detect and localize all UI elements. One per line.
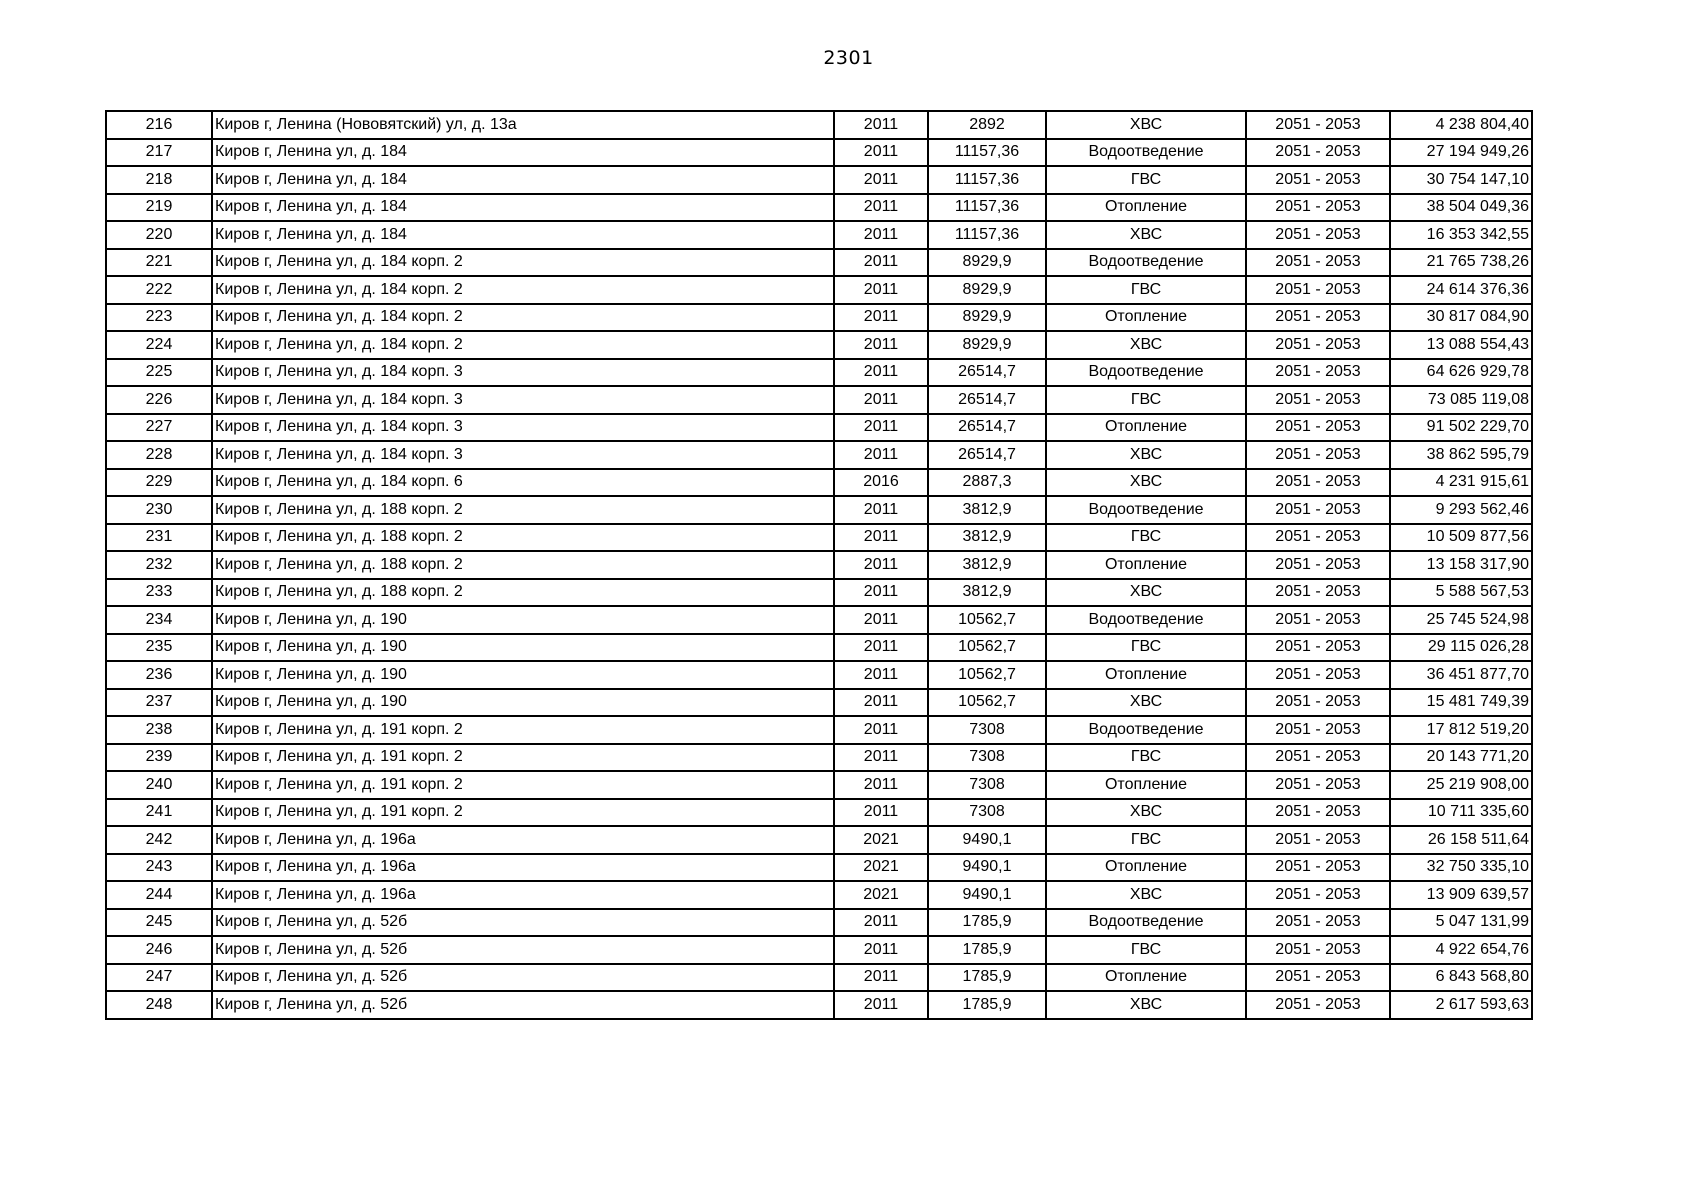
period-cell: 2051 - 2053 [1246,661,1390,689]
area-cell: 2887,3 [928,469,1046,497]
table-row [106,496,1532,524]
row-number-cell: 221 [106,249,212,277]
cost-cell: 27 194 949,26 [1390,139,1532,167]
year-built-cell: 2011 [834,194,928,222]
cost-cell: 24 614 376,36 [1390,276,1532,304]
year-built-cell: 2011 [834,634,928,662]
cost-cell: 20 143 771,20 [1390,744,1532,772]
service-cell: Отопление [1046,854,1246,882]
period-cell: 2051 - 2053 [1246,386,1390,414]
service-cell: ХВС [1046,441,1246,469]
year-built-cell: 2011 [834,661,928,689]
table-row [106,414,1532,442]
row-number-cell: 240 [106,771,212,799]
cost-cell: 6 843 568,80 [1390,964,1532,992]
service-cell: ХВС [1046,689,1246,717]
table-row [106,166,1532,194]
area-cell: 10562,7 [928,689,1046,717]
year-built-cell: 2011 [834,689,928,717]
year-built-cell: 2011 [834,359,928,387]
cost-cell: 21 765 738,26 [1390,249,1532,277]
area-cell: 1785,9 [928,936,1046,964]
address-cell: Киров г, Ленина ул, д. 184 корп. 3 [212,414,834,442]
period-cell: 2051 - 2053 [1246,441,1390,469]
service-cell: Водоотведение [1046,359,1246,387]
cost-cell: 91 502 229,70 [1390,414,1532,442]
year-built-cell: 2011 [834,771,928,799]
area-cell: 26514,7 [928,359,1046,387]
cost-cell: 5 047 131,99 [1390,909,1532,937]
row-number-cell: 223 [106,304,212,332]
year-built-cell: 2011 [834,496,928,524]
table-row [106,854,1532,882]
area-cell: 8929,9 [928,249,1046,277]
address-cell: Киров г, Ленина ул, д. 184 корп. 6 [212,469,834,497]
service-cell: ХВС [1046,799,1246,827]
year-built-cell: 2011 [834,111,928,139]
address-cell: Киров г, Ленина ул, д. 191 корп. 2 [212,744,834,772]
service-cell: Водоотведение [1046,909,1246,937]
table-row [106,551,1532,579]
service-cell: Отопление [1046,551,1246,579]
year-built-cell: 2011 [834,909,928,937]
service-cell: ГВС [1046,634,1246,662]
service-cell: ХВС [1046,881,1246,909]
service-cell: Отопление [1046,194,1246,222]
table-row [106,881,1532,909]
table-row [106,276,1532,304]
service-cell: Водоотведение [1046,496,1246,524]
address-cell: Киров г, Ленина ул, д. 52б [212,964,834,992]
year-built-cell: 2011 [834,799,928,827]
cost-cell: 5 588 567,53 [1390,579,1532,607]
address-cell: Киров г, Ленина ул, д. 190 [212,689,834,717]
area-cell: 10562,7 [928,606,1046,634]
period-cell: 2051 - 2053 [1246,166,1390,194]
period-cell: 2051 - 2053 [1246,139,1390,167]
address-cell: Киров г, Ленина ул, д. 196а [212,881,834,909]
year-built-cell: 2021 [834,826,928,854]
address-cell: Киров г, Ленина ул, д. 196а [212,854,834,882]
cost-cell: 15 481 749,39 [1390,689,1532,717]
address-cell: Киров г, Ленина ул, д. 52б [212,909,834,937]
period-cell: 2051 - 2053 [1246,551,1390,579]
table-row [106,964,1532,992]
period-cell: 2051 - 2053 [1246,111,1390,139]
row-number-cell: 232 [106,551,212,579]
area-cell: 8929,9 [928,331,1046,359]
registry-table [105,110,1533,1020]
table-row [106,991,1532,1019]
area-cell: 26514,7 [928,414,1046,442]
period-cell: 2051 - 2053 [1246,469,1390,497]
row-number-cell: 236 [106,661,212,689]
area-cell: 7308 [928,744,1046,772]
period-cell: 2051 - 2053 [1246,799,1390,827]
service-cell: Водоотведение [1046,249,1246,277]
period-cell: 2051 - 2053 [1246,964,1390,992]
year-built-cell: 2016 [834,469,928,497]
address-cell: Киров г, Ленина ул, д. 184 корп. 2 [212,304,834,332]
service-cell: ГВС [1046,276,1246,304]
table-row [106,579,1532,607]
period-cell: 2051 - 2053 [1246,744,1390,772]
period-cell: 2051 - 2053 [1246,689,1390,717]
service-cell: ХВС [1046,991,1246,1019]
address-cell: Киров г, Ленина ул, д. 184 [212,221,834,249]
service-cell: ХВС [1046,579,1246,607]
address-cell: Киров г, Ленина ул, д. 188 корп. 2 [212,524,834,552]
area-cell: 3812,9 [928,579,1046,607]
row-number-cell: 222 [106,276,212,304]
area-cell: 11157,36 [928,221,1046,249]
year-built-cell: 2011 [834,991,928,1019]
year-built-cell: 2011 [834,139,928,167]
period-cell: 2051 - 2053 [1246,881,1390,909]
row-number-cell: 243 [106,854,212,882]
service-cell: Отопление [1046,771,1246,799]
service-cell: ГВС [1046,166,1246,194]
row-number-cell: 244 [106,881,212,909]
table-row [106,111,1532,139]
cost-cell: 36 451 877,70 [1390,661,1532,689]
table-row [106,826,1532,854]
area-cell: 26514,7 [928,441,1046,469]
year-built-cell: 2011 [834,386,928,414]
area-cell: 1785,9 [928,964,1046,992]
address-cell: Киров г, Ленина ул, д. 188 корп. 2 [212,579,834,607]
area-cell: 11157,36 [928,139,1046,167]
row-number-cell: 234 [106,606,212,634]
table-row [106,634,1532,662]
cost-cell: 9 293 562,46 [1390,496,1532,524]
address-cell: Киров г, Ленина ул, д. 184 корп. 2 [212,331,834,359]
row-number-cell: 230 [106,496,212,524]
row-number-cell: 225 [106,359,212,387]
row-number-cell: 219 [106,194,212,222]
table-row [106,936,1532,964]
period-cell: 2051 - 2053 [1246,194,1390,222]
period-cell: 2051 - 2053 [1246,276,1390,304]
service-cell: ХВС [1046,111,1246,139]
year-built-cell: 2011 [834,221,928,249]
service-cell: Отопление [1046,304,1246,332]
period-cell: 2051 - 2053 [1246,909,1390,937]
cost-cell: 25 745 524,98 [1390,606,1532,634]
period-cell: 2051 - 2053 [1246,221,1390,249]
table-row [106,331,1532,359]
cost-cell: 13 158 317,90 [1390,551,1532,579]
area-cell: 8929,9 [928,276,1046,304]
year-built-cell: 2011 [834,964,928,992]
period-cell: 2051 - 2053 [1246,331,1390,359]
year-built-cell: 2011 [834,414,928,442]
row-number-cell: 229 [106,469,212,497]
row-number-cell: 235 [106,634,212,662]
service-cell: ХВС [1046,469,1246,497]
service-cell: Водоотведение [1046,716,1246,744]
service-cell: Водоотведение [1046,606,1246,634]
area-cell: 9490,1 [928,854,1046,882]
cost-cell: 73 085 119,08 [1390,386,1532,414]
service-cell: ГВС [1046,386,1246,414]
cost-cell: 2 617 593,63 [1390,991,1532,1019]
table-row [106,524,1532,552]
period-cell: 2051 - 2053 [1246,991,1390,1019]
period-cell: 2051 - 2053 [1246,634,1390,662]
table-row [106,221,1532,249]
area-cell: 26514,7 [928,386,1046,414]
table-row [106,716,1532,744]
area-cell: 3812,9 [928,551,1046,579]
address-cell: Киров г, Ленина ул, д. 184 [212,139,834,167]
cost-cell: 26 158 511,64 [1390,826,1532,854]
address-cell: Киров г, Ленина ул, д. 184 корп. 3 [212,386,834,414]
row-number-cell: 216 [106,111,212,139]
period-cell: 2051 - 2053 [1246,854,1390,882]
table-row [106,249,1532,277]
table-row [106,661,1532,689]
table-row [106,771,1532,799]
area-cell: 3812,9 [928,524,1046,552]
area-cell: 3812,9 [928,496,1046,524]
service-cell: ГВС [1046,936,1246,964]
service-cell: ГВС [1046,826,1246,854]
cost-cell: 30 817 084,90 [1390,304,1532,332]
cost-cell: 13 088 554,43 [1390,331,1532,359]
address-cell: Киров г, Ленина ул, д. 52б [212,936,834,964]
area-cell: 10562,7 [928,661,1046,689]
service-cell: ГВС [1046,524,1246,552]
address-cell: Киров г, Ленина ул, д. 191 корп. 2 [212,799,834,827]
cost-cell: 4 238 804,40 [1390,111,1532,139]
cost-cell: 17 812 519,20 [1390,716,1532,744]
year-built-cell: 2011 [834,579,928,607]
page-number: 2301 [823,47,874,69]
area-cell: 11157,36 [928,166,1046,194]
year-built-cell: 2011 [834,249,928,277]
cost-cell: 38 862 595,79 [1390,441,1532,469]
cost-cell: 29 115 026,28 [1390,634,1532,662]
table-row [106,744,1532,772]
row-number-cell: 237 [106,689,212,717]
table-row [106,194,1532,222]
table-row [106,386,1532,414]
cost-cell: 25 219 908,00 [1390,771,1532,799]
table-row [106,799,1532,827]
year-built-cell: 2011 [834,744,928,772]
area-cell: 1785,9 [928,991,1046,1019]
address-cell: Киров г, Ленина ул, д. 184 [212,194,834,222]
row-number-cell: 217 [106,139,212,167]
row-number-cell: 228 [106,441,212,469]
address-cell: Киров г, Ленина ул, д. 52б [212,991,834,1019]
cost-cell: 16 353 342,55 [1390,221,1532,249]
cost-cell: 13 909 639,57 [1390,881,1532,909]
address-cell: Киров г, Ленина (Нововятский) ул, д. 13а [212,111,834,139]
period-cell: 2051 - 2053 [1246,936,1390,964]
row-number-cell: 231 [106,524,212,552]
year-built-cell: 2011 [834,441,928,469]
table-row [106,139,1532,167]
year-built-cell: 2011 [834,716,928,744]
table-row [106,909,1532,937]
period-cell: 2051 - 2053 [1246,716,1390,744]
row-number-cell: 248 [106,991,212,1019]
year-built-cell: 2011 [834,606,928,634]
cost-cell: 4 231 915,61 [1390,469,1532,497]
row-number-cell: 246 [106,936,212,964]
period-cell: 2051 - 2053 [1246,771,1390,799]
row-number-cell: 245 [106,909,212,937]
year-built-cell: 2011 [834,936,928,964]
period-cell: 2051 - 2053 [1246,414,1390,442]
year-built-cell: 2011 [834,551,928,579]
year-built-cell: 2021 [834,881,928,909]
year-built-cell: 2011 [834,276,928,304]
period-cell: 2051 - 2053 [1246,606,1390,634]
address-cell: Киров г, Ленина ул, д. 196а [212,826,834,854]
service-cell: Отопление [1046,414,1246,442]
cost-cell: 10 509 877,56 [1390,524,1532,552]
row-number-cell: 233 [106,579,212,607]
area-cell: 9490,1 [928,881,1046,909]
service-cell: ХВС [1046,221,1246,249]
address-cell: Киров г, Ленина ул, д. 191 корп. 2 [212,771,834,799]
address-cell: Киров г, Ленина ул, д. 188 корп. 2 [212,551,834,579]
address-cell: Киров г, Ленина ул, д. 188 корп. 2 [212,496,834,524]
service-cell: Отопление [1046,964,1246,992]
table-row [106,304,1532,332]
cost-cell: 32 750 335,10 [1390,854,1532,882]
area-cell: 8929,9 [928,304,1046,332]
registry-table-body [106,111,1532,1019]
period-cell: 2051 - 2053 [1246,304,1390,332]
address-cell: Киров г, Ленина ул, д. 190 [212,606,834,634]
table-row [106,606,1532,634]
period-cell: 2051 - 2053 [1246,579,1390,607]
area-cell: 9490,1 [928,826,1046,854]
area-cell: 10562,7 [928,634,1046,662]
service-cell: ХВС [1046,331,1246,359]
year-built-cell: 2011 [834,166,928,194]
area-cell: 7308 [928,799,1046,827]
cost-cell: 30 754 147,10 [1390,166,1532,194]
row-number-cell: 238 [106,716,212,744]
year-built-cell: 2021 [834,854,928,882]
cost-cell: 4 922 654,76 [1390,936,1532,964]
address-cell: Киров г, Ленина ул, д. 191 корп. 2 [212,716,834,744]
area-cell: 2892 [928,111,1046,139]
service-cell: Водоотведение [1046,139,1246,167]
row-number-cell: 220 [106,221,212,249]
area-cell: 11157,36 [928,194,1046,222]
period-cell: 2051 - 2053 [1246,359,1390,387]
row-number-cell: 239 [106,744,212,772]
row-number-cell: 218 [106,166,212,194]
service-cell: ГВС [1046,744,1246,772]
address-cell: Киров г, Ленина ул, д. 184 корп. 3 [212,359,834,387]
year-built-cell: 2011 [834,304,928,332]
table-row [106,469,1532,497]
area-cell: 7308 [928,716,1046,744]
row-number-cell: 224 [106,331,212,359]
cost-cell: 64 626 929,78 [1390,359,1532,387]
period-cell: 2051 - 2053 [1246,496,1390,524]
address-cell: Киров г, Ленина ул, д. 184 корп. 2 [212,276,834,304]
row-number-cell: 226 [106,386,212,414]
area-cell: 1785,9 [928,909,1046,937]
address-cell: Киров г, Ленина ул, д. 184 [212,166,834,194]
service-cell: Отопление [1046,661,1246,689]
cost-cell: 38 504 049,36 [1390,194,1532,222]
period-cell: 2051 - 2053 [1246,524,1390,552]
year-built-cell: 2011 [834,524,928,552]
row-number-cell: 242 [106,826,212,854]
period-cell: 2051 - 2053 [1246,826,1390,854]
address-cell: Киров г, Ленина ул, д. 190 [212,634,834,662]
area-cell: 7308 [928,771,1046,799]
address-cell: Киров г, Ленина ул, д. 184 корп. 2 [212,249,834,277]
address-cell: Киров г, Ленина ул, д. 184 корп. 3 [212,441,834,469]
table-row [106,441,1532,469]
table-row [106,359,1532,387]
year-built-cell: 2011 [834,331,928,359]
table-row [106,689,1532,717]
address-cell: Киров г, Ленина ул, д. 190 [212,661,834,689]
period-cell: 2051 - 2053 [1246,249,1390,277]
row-number-cell: 247 [106,964,212,992]
cost-cell: 10 711 335,60 [1390,799,1532,827]
row-number-cell: 241 [106,799,212,827]
row-number-cell: 227 [106,414,212,442]
